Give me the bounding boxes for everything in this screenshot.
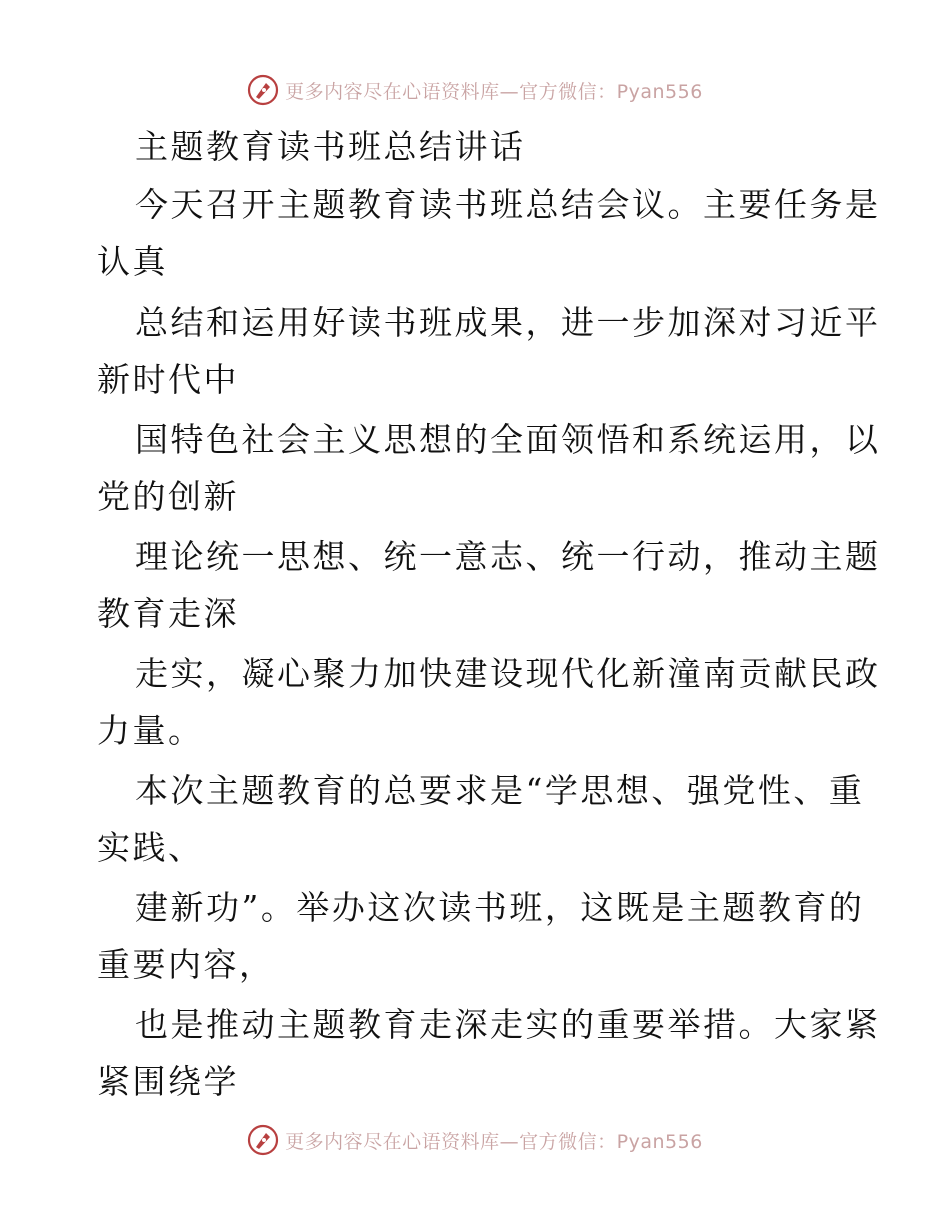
text-line: 力量。	[97, 711, 204, 750]
text-line: 本次主题教育的总要求是“学思想、强党性、重	[135, 771, 865, 810]
text-line: 认真	[97, 242, 168, 281]
text-line: 也是推动主题教育走深走实的重要举措。大家紧	[135, 1005, 881, 1044]
document-title: 主题教育读书班总结讲话	[135, 127, 526, 166]
pen-nib-logo-icon	[247, 1124, 279, 1156]
watermark-text: 更多内容尽在心语资料库—官方微信：Pyan556	[285, 80, 703, 103]
text-line: 今天召开主题教育读书班总结会议。主要任务是	[135, 185, 881, 224]
pen-nib-logo-icon	[247, 74, 279, 106]
text-line: 建新功”。举办这次读书班，这既是主题教育的	[135, 888, 865, 927]
text-line: 党的创新	[97, 477, 239, 516]
text-line: 总结和运用好读书班成果，进一步加深对习近平	[135, 303, 881, 342]
text-line: 国特色社会主义思想的全面领悟和系统运用，以	[135, 420, 881, 459]
text-line: 紧围绕学	[97, 1062, 239, 1101]
watermark-text: 更多内容尽在心语资料库—官方微信：Pyan556	[285, 1130, 703, 1153]
text-line: 理论统一思想、统一意志、统一行动，推动主题	[135, 537, 881, 576]
text-line: 教育走深	[97, 594, 239, 633]
watermark-header	[0, 70, 950, 110]
text-line: 重要内容，	[97, 945, 275, 984]
watermark-footer	[0, 1120, 950, 1160]
text-line: 走实，凝心聚力加快建设现代化新潼南贡献民政	[135, 654, 881, 693]
text-line: 实践、	[97, 828, 204, 867]
text-line: 新时代中	[97, 360, 239, 399]
